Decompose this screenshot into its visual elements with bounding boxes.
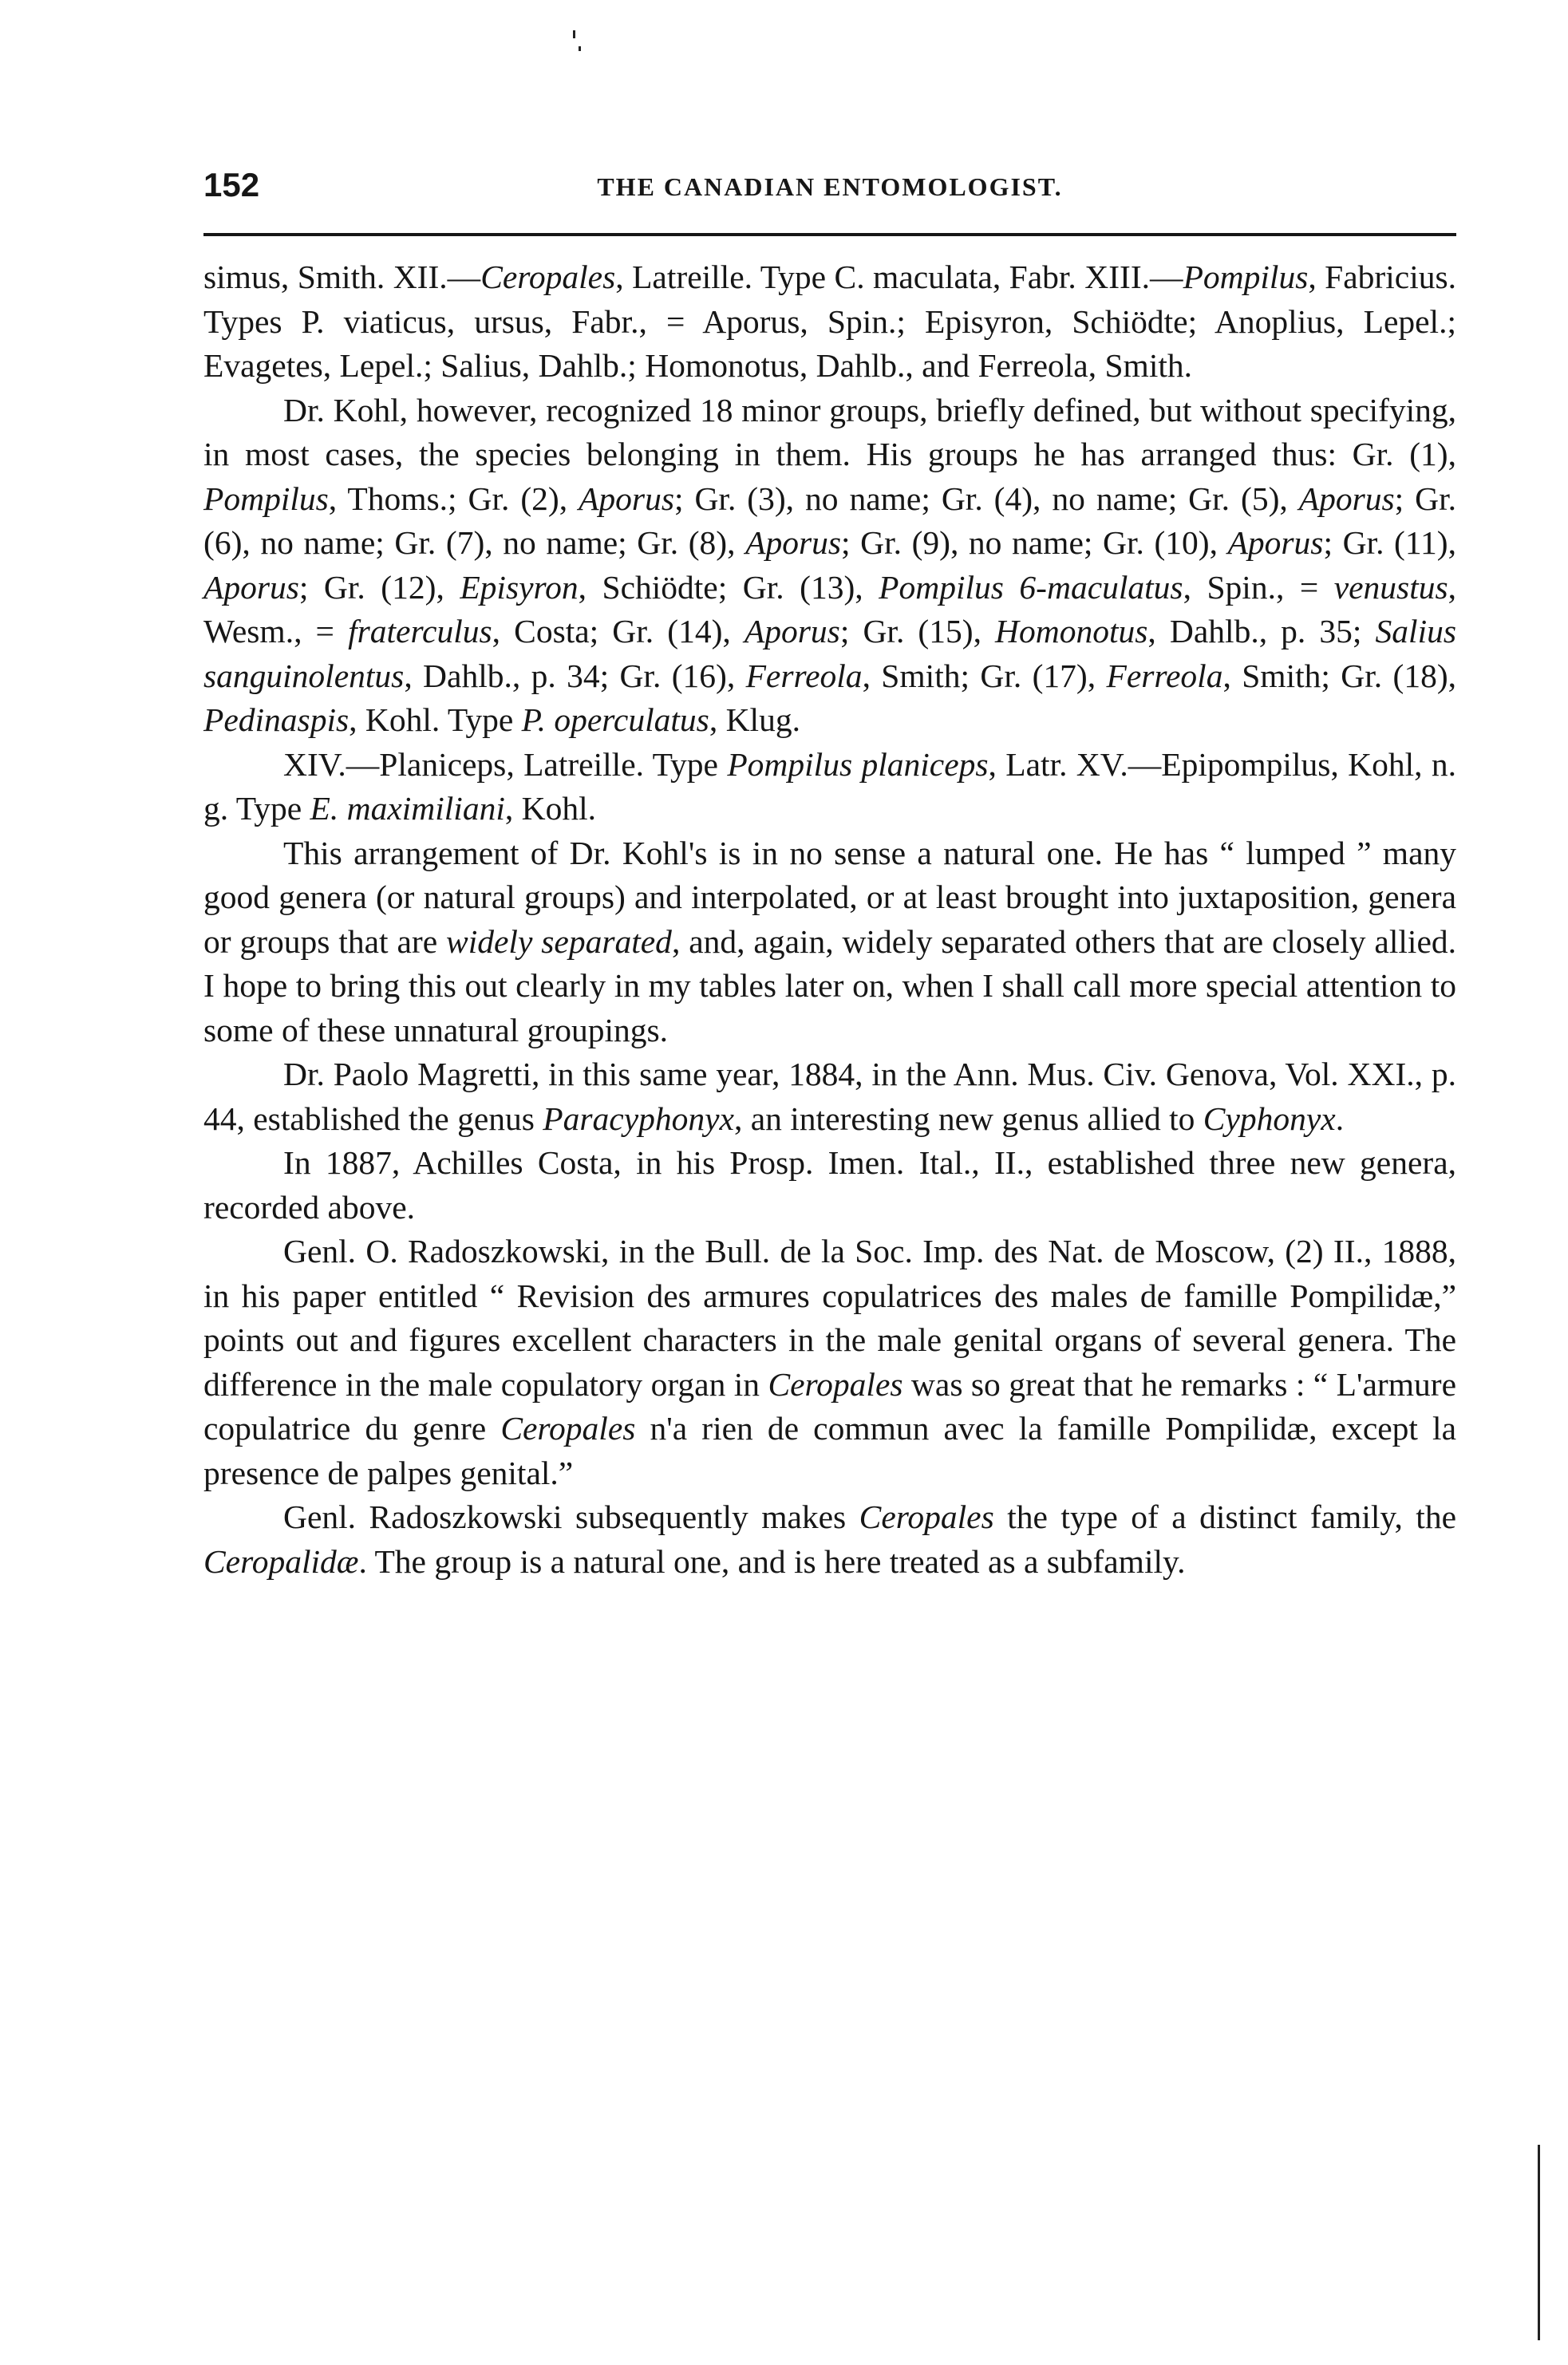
paragraph — [203, 743, 1456, 831]
italic-run: Aporus — [1298, 480, 1395, 517]
text-run: ; Gr. (11), — [1323, 524, 1456, 561]
italic-run: Episyron — [460, 568, 579, 606]
paragraph — [203, 1052, 1456, 1141]
text-run: simus, Smith. XII.— — [203, 259, 481, 295]
text-run: , Dahlb., p. 35; — [1147, 613, 1376, 649]
italic-run: Ceropales — [500, 1410, 636, 1447]
text-run: In 1887, Achilles Costa, in his Prosp. Imen. Ital., II., established three new genera, recorded above. — [203, 1144, 1456, 1226]
paragraph — [203, 389, 1456, 743]
text-run: Dr. Kohl, however, recognized 18 minor groups, briefly defined, but without specifying, in most cases, the species belonging in them. His groups he has arranged thus: Gr. (1), — [203, 391, 1456, 472]
text-run: ; Gr. (9), no name; Gr. (10), — [841, 524, 1228, 561]
text-run: Genl. Radoszkowski subsequently makes — [283, 1498, 859, 1535]
italic-run: Ferreola — [745, 657, 863, 694]
italic-run: Pompilus 6-maculatus — [879, 568, 1183, 606]
text-run: the type of a distinct family, the — [993, 1498, 1456, 1535]
italic-run: Aporus — [745, 524, 841, 561]
header-rule — [203, 233, 1456, 236]
text-run: ; Gr. (3), no name; Gr. (4), no name; Gr. (5), — [673, 480, 1299, 517]
italic-run: Pedinaspis — [203, 701, 350, 738]
text-run: , Wesm., = — [203, 568, 1457, 649]
text-run: This arrangement of Dr. Kohl's is in no sense a natural one. He has “ lumped ” many good genera (or natural groups) and interpolated, or at least brought into juxtaposition, genera or groups that are — [203, 834, 1456, 960]
text-run: XIV.—Planiceps, Latreille. Type — [283, 745, 728, 783]
text-run: . — [1335, 1100, 1345, 1137]
text-run: , Costa; Gr. (14), — [492, 613, 745, 649]
text-run: , Klug. — [709, 701, 800, 738]
paragraph — [203, 1230, 1456, 1495]
text-run: ; Gr. (15), — [839, 613, 996, 649]
paragraph — [203, 255, 1456, 389]
italic-run: Cyphonyx — [1203, 1100, 1336, 1137]
paragraph — [203, 1495, 1456, 1584]
text-run: , Thoms.; Gr. (2), — [328, 480, 579, 517]
text-run: n'a rien de commun avec la famille Pompilidæ, except la presence de palpes genital.” — [203, 1410, 1456, 1491]
text-run: , an interesting new genus allied to — [733, 1100, 1203, 1137]
italic-run: venustus — [1333, 568, 1448, 606]
text-run: , Latr. XV.—Epipompilus, Kohl, n. g. Type — [203, 745, 1456, 827]
italic-run: Salius sanguinolentus — [203, 613, 1457, 694]
scan-speck — [573, 30, 575, 38]
italic-run: Aporus — [1227, 524, 1324, 561]
italic-run: Aporus — [579, 480, 674, 517]
text-run: Genl. O. Radoszkowski, in the Bull. de la Soc. Imp. des Nat. de Moscow, (2) II., 1888, in his paper entitled “ Revision des armures copulatrices des males de famille Pompilidæ,” points out and figures excellent characters in the male genital organs of several genera. The difference in the male copulatory organ in — [203, 1233, 1456, 1403]
text-run: , Fabricius. Types P. viaticus, ursus, Fabr., = Aporus, Spin.; Episyron, Schiödte; Anoplius, Lepel.; Evagetes, Lepel.; Salius, Dahlb.; Homonotus, Dahlb., and Ferreola, Smith. — [203, 259, 1456, 384]
italic-run: Pompilus planiceps — [727, 745, 989, 783]
italic-run: E. maximiliani — [310, 790, 505, 827]
text-run: was so great that he remarks : “ L'armure copulatrice du genre — [203, 1365, 1456, 1447]
text-run: , Spin., = — [1183, 568, 1334, 606]
italic-run: Ceropales — [859, 1498, 994, 1535]
italic-run: Aporus — [203, 568, 299, 606]
paragraph — [203, 1141, 1456, 1230]
italic-run: Ceropalidæ — [203, 1542, 359, 1580]
running-title: THE CANADIAN ENTOMOLOGIST. — [597, 172, 1063, 201]
italic-run: Ceropales — [480, 259, 616, 295]
text-run: , and, again, widely separated others that are closely allied. I hope to bring this out clearly in my tables later on, when I shall call more special attention to some of these unnatural groupings. — [203, 922, 1456, 1048]
scan-edge-line — [1538, 2145, 1540, 2340]
italic-run: Aporus — [744, 613, 840, 649]
text-run: , Smith; Gr. (17), — [862, 657, 1107, 694]
text-run: . The group is a natural one, and is here treated as a subfamily. — [358, 1542, 1186, 1580]
italic-run: P. operculatus — [521, 701, 709, 738]
text-run: , Kohl. Type — [349, 701, 522, 738]
body-text — [203, 255, 1456, 1584]
text-run: , Kohl. — [504, 790, 596, 827]
italic-run: widely separated — [446, 922, 672, 960]
text-run: Dr. Paolo Magretti, in this same year, 1884, in the Ann. Mus. Civ. Genova, Vol. XXI., p. 44, established the genus — [203, 1056, 1456, 1137]
text-run: , Smith; Gr. (18), — [1222, 657, 1457, 694]
text-run: , Latreille. Type C. maculata, Fabr. XIII.— — [615, 259, 1183, 295]
italic-run: fraterculus — [348, 613, 492, 649]
scan-speck — [579, 46, 581, 51]
text-run: ; Gr. (12), — [298, 568, 460, 606]
italic-run: Pompilus — [1183, 259, 1309, 295]
paragraph — [203, 831, 1456, 1053]
page-header — [203, 166, 1456, 214]
italic-run: Paracyphonyx — [543, 1100, 734, 1137]
text-run: , Schiödte; Gr. (13), — [578, 568, 879, 606]
text-run: ; Gr. (6), no name; Gr. (7), no name; Gr. (8), — [203, 480, 1457, 561]
italic-run: Pompilus — [203, 480, 329, 517]
italic-run: Homonotus — [995, 613, 1148, 649]
page-number: 152 — [203, 166, 260, 203]
italic-run: Ferreola — [1106, 657, 1223, 694]
text-run: , Dahlb., p. 34; Gr. (16), — [404, 657, 746, 694]
italic-run: Ceropales — [768, 1365, 903, 1403]
